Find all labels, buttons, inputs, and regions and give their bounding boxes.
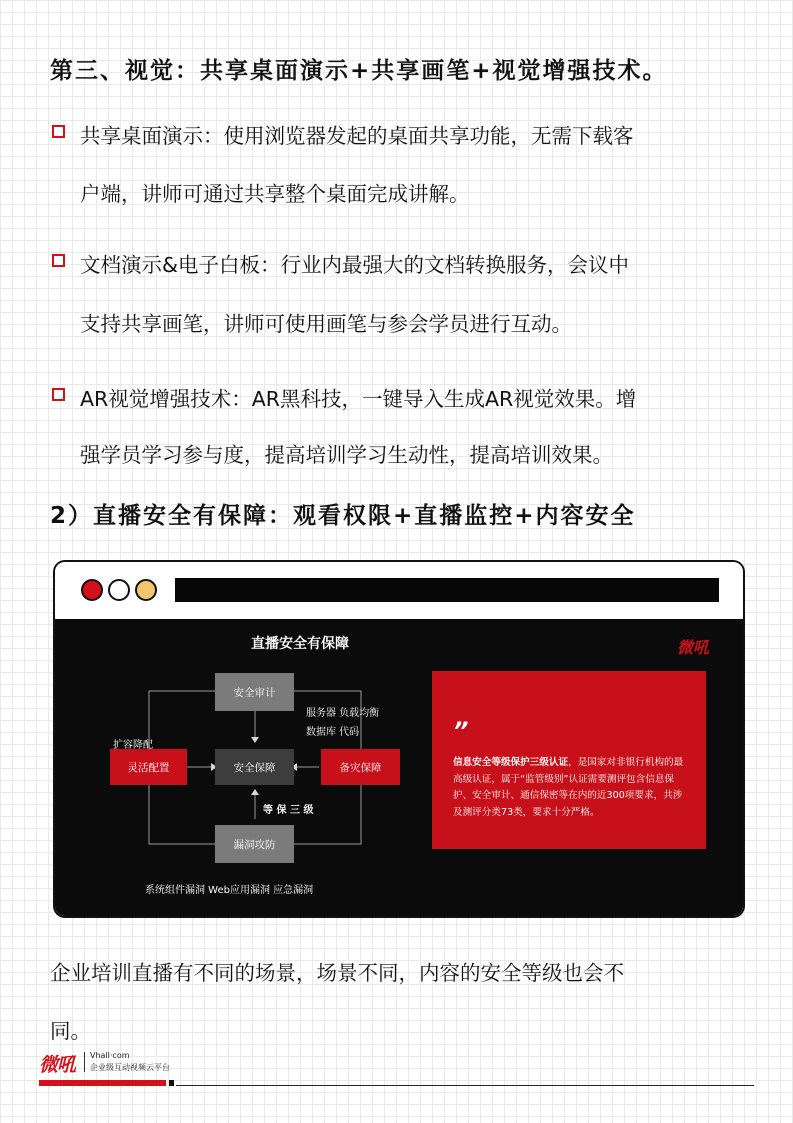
footer-rule [176,1085,754,1086]
bullet-1-line-1: 共享桌面演示：使用浏览器发起的桌面共享功能，无需下载客 [80,124,634,148]
section-heading: 第三、视觉：共享桌面演示+共享画笔+视觉增强技术。 [50,58,668,84]
label-database: 数据库 代码 [306,727,360,738]
bullet-2-line-2: 支持共享画笔，讲师可使用画笔与参会学员进行互动。 [80,312,572,336]
footer-divider [84,1052,85,1072]
subheading: 2）直播安全有保障：观看权限+直播监控+内容安全 [50,503,636,529]
window-dot-white-icon [108,579,130,601]
quote-text [453,755,689,821]
browser-chrome [55,562,743,619]
bullet-marker [52,388,65,401]
footer-site: Vhall·com [90,1051,130,1060]
bullet-marker [52,254,65,267]
security-card [53,560,745,918]
bullet-3-line-2: 强学员学习参与度，提高培训学习生动性，提高培训效果。 [80,443,613,467]
paragraph-line-1: 企业培训直播有不同的场景，场景不同，内容的安全等级也会不 [50,961,624,985]
node-vulnerability-defense: 漏洞攻防 [215,825,294,863]
label-servers: 服务器 负载均衡 [306,708,380,719]
window-dot-yellow-icon [135,579,157,601]
bullet-3-line-1: AR视觉增强技术：AR黑科技，一键导入生成AR视觉效果。增 [80,387,637,411]
node-security-guarantee: 安全保障 [215,749,294,785]
footer-red-bar [39,1080,166,1086]
address-bar [175,578,719,602]
label-scale: 扩容降配 [113,740,153,751]
node-security-audit: 安全审计 [215,673,294,711]
bullet-1-line-2: 户端，讲师可通过共享整个桌面完成讲解。 [80,182,470,206]
node-flexible-config: 灵活配置 [110,749,187,785]
footer-logo: 微吼 [39,1054,76,1076]
quote-mark: ” [453,717,469,745]
quote-box [432,671,706,849]
brand-logo: 微吼 [677,638,710,657]
node-disaster-backup: 备灾保障 [321,749,400,785]
quote-bold: 信息安全等级保护三级认证 [453,757,569,768]
bullet-marker [52,125,65,138]
bullet-2-line-1: 文档演示&电子白板：行业内最强大的文档转换服务，会议中 [80,253,629,277]
card-title: 直播安全有保障 [251,636,349,652]
label-vulnerabilities: 系统组件漏洞 Web应用漏洞 应急漏洞 [145,885,314,896]
footer-black-block [169,1080,174,1086]
paragraph-line-2: 同。 [50,1019,91,1043]
quote-rest: ，是国家对非银行机构的最高级认证，属于“监管级别”认证需要测评包含信息保护、安全审计、通信保密等在内的近300项要求，共涉及测评分类73类，要求十分严格。 [453,757,684,818]
window-dot-red-icon [81,579,103,601]
card-body [55,619,743,916]
footer-tagline: 企业级互动视频云平台 [90,1063,170,1072]
label-level-three: 等 保 三 级 [263,805,314,816]
